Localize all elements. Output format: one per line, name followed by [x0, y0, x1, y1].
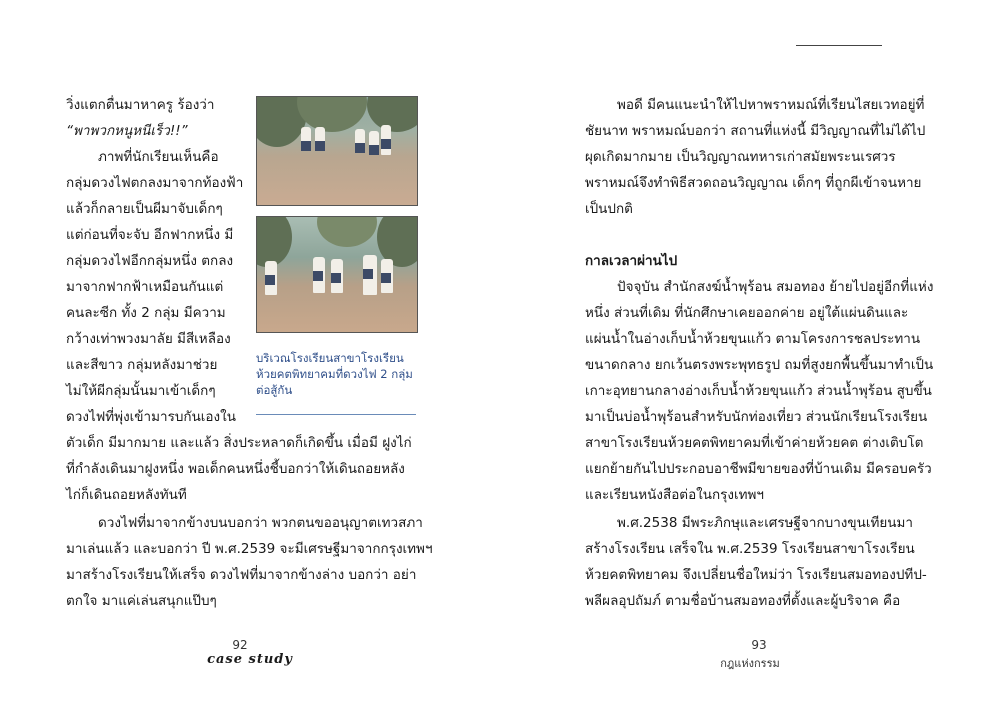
section-footer: case study [207, 652, 293, 667]
school-photo-top [256, 96, 418, 206]
body-text-line: เป็นปกติ [585, 201, 633, 217]
body-text-line: ผุดเกิดมากมาย เป็นวิญญาณทหารเก่าสมัยพระนเรศวร [585, 149, 896, 165]
body-text-line: เกาะอุทยานกลางอ่างเก็บน้ำห้วยขุนแก้ว ส่วนน้ำพุร้อน สูบขึ้น [585, 383, 932, 399]
body-text-line: มาสร้างโรงเรียนให้เสร็จ ดวงไฟที่มาจากข้างล่าง บอกว่า อย่า [66, 567, 417, 583]
body-text-line: กลุ่มดวงไฟตกลงมาจากท้องฟ้า [66, 175, 244, 191]
body-text-line: ชัยนาท พราหมณ์บอกว่า สถานที่แห่งนี้ มีวิญญาณที่ไม่ได้ไป [585, 123, 926, 139]
body-text-line: วิ่งแตกตื่นมาหาครู ร้องว่า [66, 97, 215, 113]
body-text-line: กว้างเท่าพวงมาลัย มีสีเหลือง [66, 331, 231, 347]
body-text-line: และสีขาว กลุ่มหลังมาช่วย [66, 357, 218, 373]
body-text-line: แยกย้ายกันไปประกอบอาชีพมีขายของที่บ้านเดิม มีครอบครัว [585, 461, 932, 477]
caption-divider [256, 414, 416, 415]
body-text-line: พลีผลอุปถัมภ์ ตามชื่อบ้านสมอทองที่ตั้งและผู้บริจาค คือ [585, 593, 901, 609]
body-text-line: ขนาดกลาง ยกเว้นตรงพระพุทธรูป ถมที่สูงยกพื้นขึ้นมาทำเป็น [585, 357, 934, 373]
body-text-line: ที่กำลังเดินมาฝูงหนึ่ง พอเด็กคนหนึ่งชี้บอกว่าให้เดินถอยหลัง [66, 461, 405, 477]
body-text-line: มาเล่นแล้ว และบอกว่า ปี พ.ศ.2539 จะมีเศรษฐีมาจากกรุงเทพฯ [66, 541, 433, 557]
quote-line: “พาพวกหนูหนีเร็ว!!” [66, 123, 188, 139]
body-text-line: ห้วยคตพิทยาคม จึงเปลี่ยนชื่อใหม่ว่า โรงเรียนสมอทองปทีป- [585, 567, 927, 583]
body-text-line: ไก่ก็เดินถอยหลังทันที [66, 487, 187, 503]
body-text-line: ปัจจุบัน สำนักสงฆ์น้ำพุร้อน สมอทอง ย้ายไปอยู่อีกที่แห่ง [617, 279, 934, 295]
body-text-line: กลุ่มดวงไฟอีกกลุ่มหนึ่ง ตกลง [66, 253, 234, 269]
page-number: 92 [232, 638, 248, 652]
body-text-line: พอดี มีคนแนะนำให้ไปหาพราหมณ์ที่เรียนไสยเวทอยู่ที่ [617, 97, 925, 113]
body-text-line: และเรียนหนังสือต่อในกรุงเทพฯ [585, 487, 765, 503]
header-rule [796, 45, 882, 46]
body-text-line: คนละซีก ทั้ง 2 กลุ่ม มีความ [66, 305, 226, 321]
book-title-footer: กฎแห่งกรรม [720, 657, 780, 670]
body-text-line: มาเป็นบ่อน้ำพุร้อนสำหรับนักท่องเที่ยว ส่วนนักเรียนโรงเรียน [585, 409, 928, 425]
body-text-line: ดวงไฟที่มาจากข้างบนบอกว่า พวกตนขออนุญาตเทวสภา [98, 515, 423, 531]
body-text-line: สาขาโรงเรียนห้วยคตพิทยาคมที่เข้าค่ายห้วยคต ต่างเติบโต [585, 435, 924, 451]
body-text-line: หนึ่ง ส่วนที่เดิม ที่นักศึกษาเคยออกค่าย อยู่ใต้แผ่นดินและ [585, 305, 909, 321]
body-text-line: สร้างโรงเรียน เสร็จใน พ.ศ.2539 โรงเรียนสาขาโรงเรียน [585, 541, 915, 557]
body-text-line: พ.ศ.2538 มีพระภิกษุและเศรษฐีจากบางขุนเทียนมา [617, 515, 913, 531]
body-text-line: ตกใจ มาแค่เล่นสนุกแป๊บๆ [66, 593, 217, 609]
body-text-line: พราหมณ์จึงทำพิธีสวดถอนวิญญาณ เด็กๆ ที่ถูกผีเข้าจนหาย [585, 175, 922, 191]
body-text-line: ไม่ให้ผีกลุ่มนั้นมาเข้าเด็กๆ [66, 383, 216, 399]
photo-caption: บริเวณโรงเรียนสาขาโรงเรียนห้วยคตพิทยาคมที่ดวงไฟ 2 กลุ่มต่อสู้กัน [256, 351, 413, 397]
body-text-line: ตัวเด็ก มีมากมาย และแล้ว สิ่งประหลาดก็เกิดขึ้น เมื่อมี ฝูงไก่ [66, 435, 412, 451]
page-number: 93 [751, 638, 767, 652]
body-text-line: ภาพที่นักเรียนเห็นคือ [98, 149, 219, 165]
school-photo-bottom [256, 216, 418, 333]
section-heading: กาลเวลาผ่านไป [585, 253, 678, 269]
body-text-line: แผ่นน้ำในอ่างเก็บน้ำห้วยขุนแก้ว ตามโครงการชลประทาน [585, 331, 921, 347]
body-text-line: มาจากฟากฟ้าเหมือนกันแต่ [66, 279, 224, 295]
body-text-line: ดวงไฟที่พุ่งเข้ามารบกันเองใน [66, 409, 236, 425]
body-text-line: แล้วก็กลายเป็นผีมาจับเด็กๆ [66, 201, 223, 217]
body-text-line: แต่ก่อนที่จะจับ อีกฟากหนึ่ง มี [66, 227, 234, 243]
